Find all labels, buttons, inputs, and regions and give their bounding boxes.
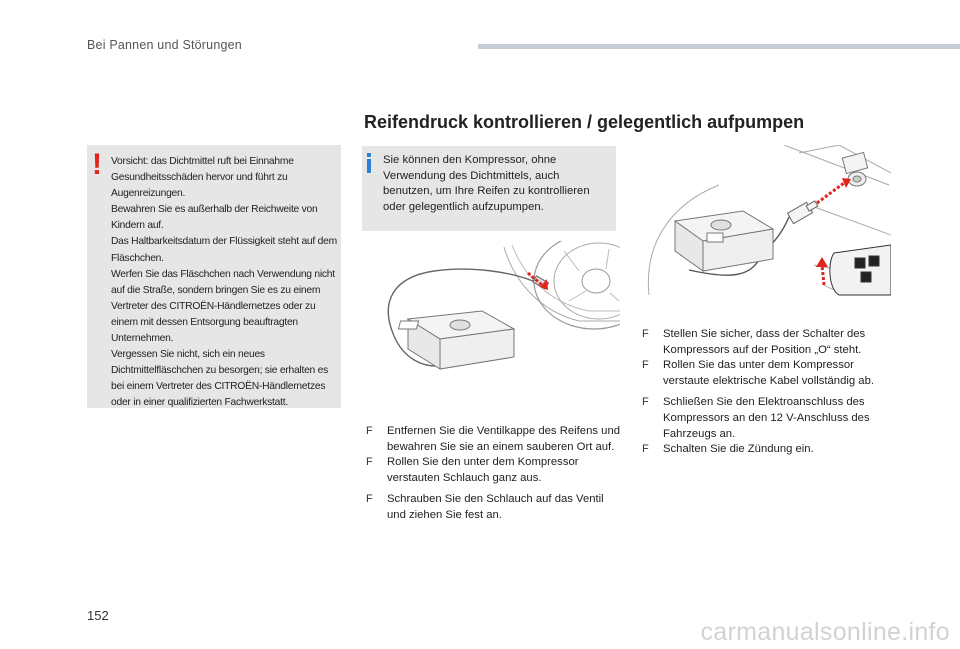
step-text: Schrauben Sie den Schlauch auf das Ventil und ziehen Sie fest an. [387, 493, 604, 521]
section-title: Reifendruck kontrollieren / gelegentlich aufpumpen [364, 112, 805, 132]
step-item [642, 395, 892, 442]
checkbox-bullet-icon: F [642, 359, 649, 372]
checkbox-bullet-icon: F [642, 328, 649, 340]
steps-right [642, 327, 892, 458]
step-text: Rollen Sie den unter dem Kompressor verstauten Schlauch ganz aus. [387, 456, 579, 484]
step-item [366, 424, 621, 455]
step-item [642, 358, 892, 389]
warning-line: Vorsicht: das Dichtmittel ruft bei Einnahme Gesundheitsschäden hervor und führt zu Augenreizungen. [111, 156, 294, 200]
watermark [0, 618, 960, 647]
info-box [362, 146, 616, 231]
checkbox-bullet-icon: F [642, 443, 649, 456]
steps-left [366, 424, 621, 524]
warning-line: Das Haltbarkeitsdatum der Flüssigkeit steht auf dem Fläschchen. [111, 236, 337, 264]
warning-line: Werfen Sie das Fläschchen nach Verwendung nicht auf die Straße, sondern bringen Sie es zu einem Vertreter des CITROËN-Händlernetzes oder zu einem mit dessen Entsorgung beauftragten Unternehmen. [111, 268, 335, 345]
checkbox-bullet-icon: F [366, 456, 373, 469]
compressor-wheel-illustration [364, 241, 620, 389]
step-text: Schließen Sie den Elektroanschluss des Kompressors an den 12 V-Anschluss des Fahrzeugs an. [663, 396, 870, 440]
exclamation-icon: ! [92, 148, 102, 181]
step-item [366, 492, 621, 523]
checkbox-bullet-icon: F [642, 396, 649, 409]
page-number: 152 [87, 608, 109, 623]
step-item [642, 327, 892, 358]
step-text: Schalten Sie die Zündung ein. [663, 443, 814, 456]
step-text: Stellen Sie sicher, dass der Schalter des Kompressors auf der Position „O“ steht. [663, 328, 866, 356]
checkbox-bullet-icon: F [366, 493, 373, 506]
info-icon [367, 153, 371, 171]
watermark-text: carmanualsonline.info [700, 618, 950, 646]
header-bar [478, 44, 960, 49]
checkbox-bullet-icon: F [366, 425, 373, 437]
warning-line: Bewahren Sie es außerhalb der Reichweite von Kindern auf. [111, 204, 318, 232]
step-item [366, 455, 621, 486]
info-text: Sie können den Kompressor, ohne Verwendung des Dichtmittels, auch benutzen, um Ihre Reifen zu kontrollieren oder gelegentlich aufzupumpen. [383, 154, 590, 214]
warning-line: Vergessen Sie nicht, sich ein neues Dichtmittelfläschchen zu besorgen; sie erhalten es bei einem Vertreter des CITROËN-Händlernetzes oder in einer qualifizierten Fachwerkstatt. [111, 349, 329, 409]
warning-text [111, 154, 337, 412]
header-title: Bei Pannen und Störungen [87, 38, 242, 52]
step-item [642, 442, 892, 458]
step-text: Entfernen Sie die Ventilkappe des Reifens und bewahren Sie sie an einem sauberen Ort auf. [387, 425, 621, 453]
step-text: Rollen Sie das unter dem Kompressor verstaute elektrische Kabel vollständig ab. [663, 359, 874, 387]
warning-box [87, 145, 341, 408]
compressor-socket-illustration [639, 145, 891, 322]
